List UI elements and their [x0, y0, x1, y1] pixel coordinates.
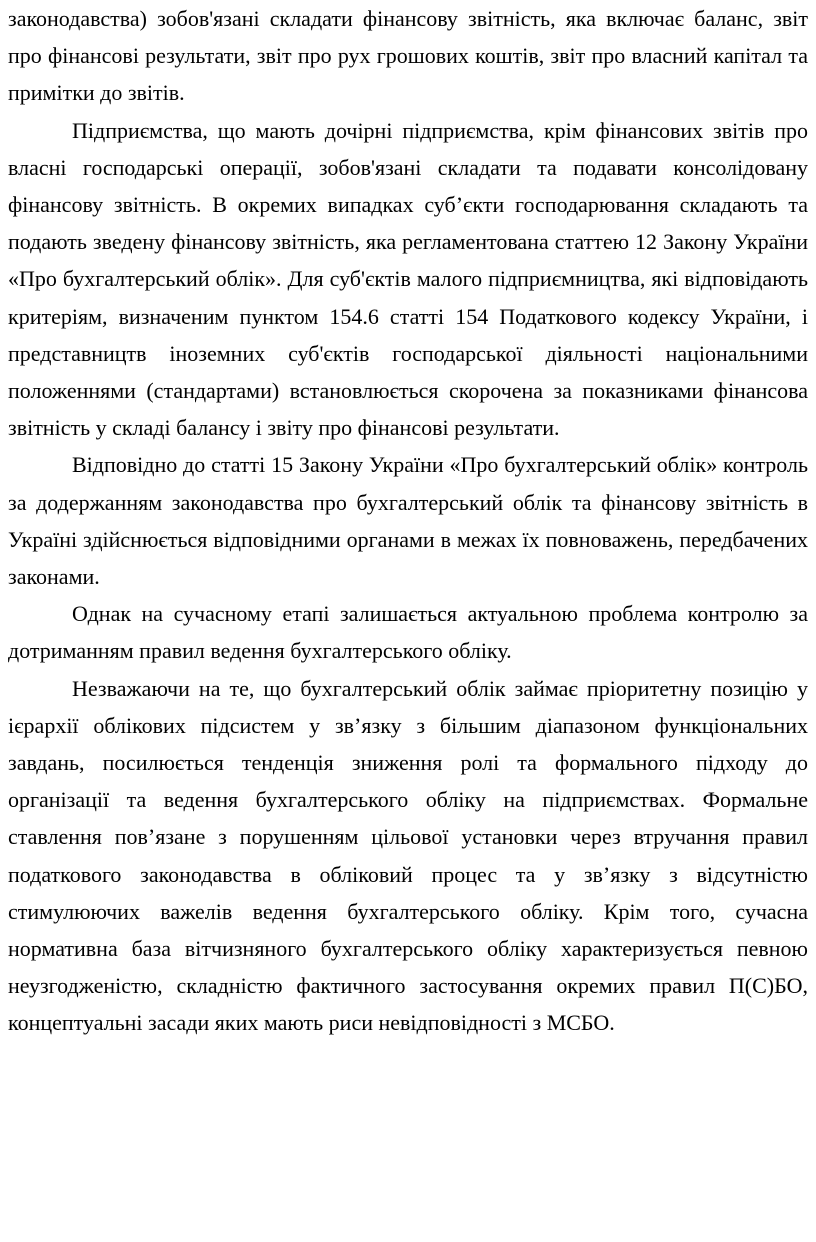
document-page: [8, 0, 808, 1042]
paragraph-1: законодавства) зобов'язані складати фінансову звітність, яка включає баланс, звіт про фінансові результати, звіт про рух грошових коштів, звіт про власний капітал та примітки до звітів.: [8, 6, 808, 106]
paragraph-3: Відповідно до статті 15 Закону України «Про бухгалтерський облік» контроль за додержанням законодавства про бухгалтерський облік та фінансову звітність в Україні здійснюється відповідними органами в межах їх повноважень, передбачених законами.: [8, 452, 808, 590]
paragraph-4: Однак на сучасному етапі залишається актуальною проблема контролю за дотриманням правил ведення бухгалтерського обліку.: [8, 601, 808, 664]
paragraph-5: Незважаючи на те, що бухгалтерський облік займає пріоритетну позицію у ієрархії облікових підсистем у зв’язку з більшим діапазоном функціональних завдань, посилюється тенденція зниження ролі та формального підходу до організації та ведення бухгалтерського обліку на підприємствах. Формальне ставлення пов’язане з порушенням цільової установки через втручання правил податкового законодавства в обліковий процес та у зв’язку з відсутністю стимулюючих важелів ведення бухгалтерського обліку. Крім того, сучасна нормативна база вітчизняного бухгалтерського обліку характеризується певною неузгодженістю, складністю фактичного застосування окремих правил П(С)БО, концептуальні засади яких мають риси невідповідності з МСБО.: [8, 675, 808, 1036]
paragraph-2: Підприємства, що мають дочірні підприємства, крім фінансових звітів про власні господарські операції, зобов'язані складати та подавати консолідовану фінансову звітність. В окремих випадках суб’єкти господарювання складають та подають зведену фінансову звітність, яка регламентована статтею 12 Закону України «Про бухгалтерський облік». Для суб'єктів малого підприємництва, які відповідають критеріям, визначеним пунктом 154.6 статті 154 Податкового кодексу України, і представництв іноземних суб'єктів господарської діяльності національними положеннями (стандартами) встановлюється скорочена за показниками фінансова звітність у складі балансу і звіту про фінансові результати.: [8, 117, 808, 441]
